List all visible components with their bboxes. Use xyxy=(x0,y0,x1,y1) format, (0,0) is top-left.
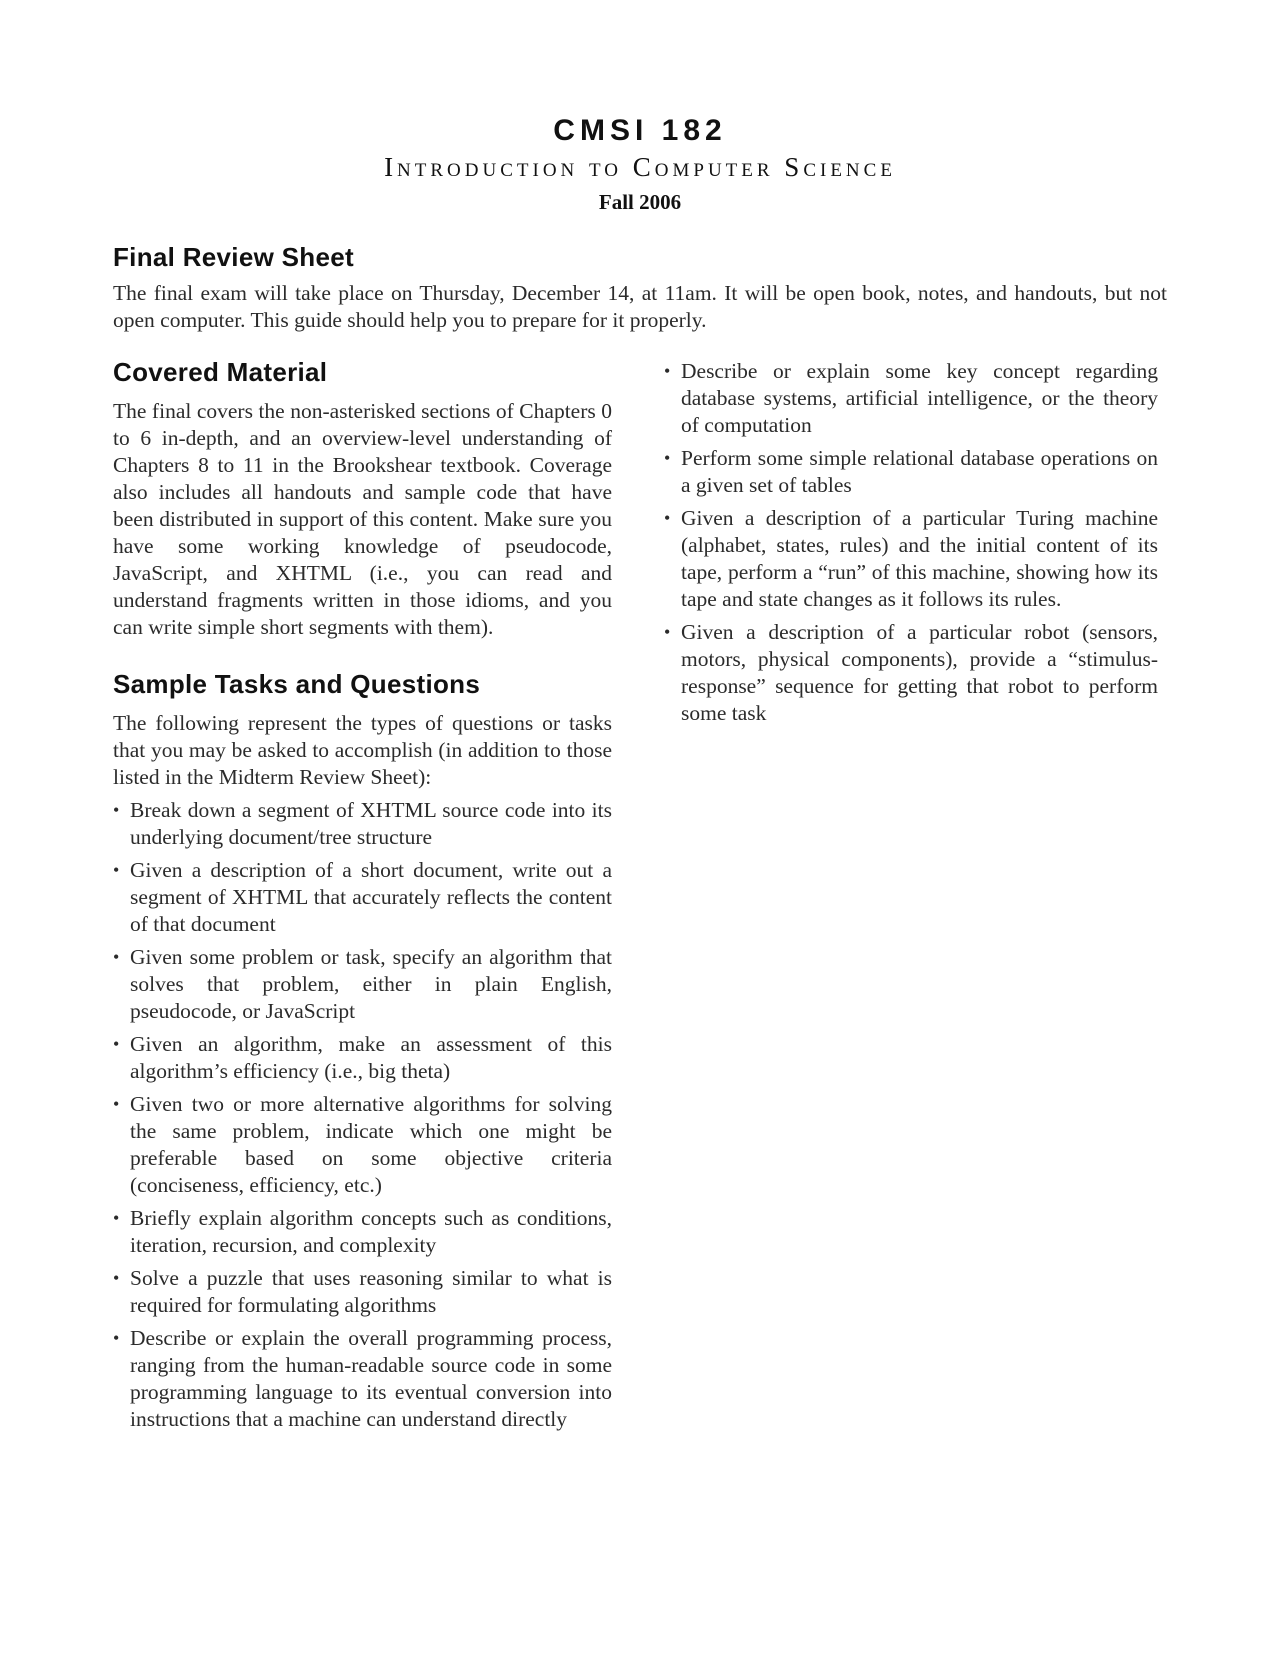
final-review-heading: Final Review Sheet xyxy=(113,242,354,272)
list-item xyxy=(113,1091,612,1199)
bullet-icon: • xyxy=(664,448,671,468)
list-item-text: Given a description of a particular Turing machine (alphabet, states, rules) and the initial content of its tape, perform a “run” of this machine, showing how its tape and state changes as it follows its rules. xyxy=(681,506,1158,611)
list-item-text: Given a description of a short document, write out a segment of XHTML that accurately reflects the content of that document xyxy=(130,858,612,936)
task-list-left xyxy=(113,797,612,1433)
list-item xyxy=(113,1205,612,1259)
list-item xyxy=(113,857,612,938)
bullet-icon: • xyxy=(113,1328,120,1348)
bullet-icon: • xyxy=(113,1208,120,1228)
bullet-icon: • xyxy=(113,947,120,967)
right-column xyxy=(664,358,1158,733)
list-item-text: Given two or more alternative algorithms for solving the same problem, indicate which one might be preferable based on some objective criteria (conciseness, efficiency, etc.) xyxy=(130,1092,612,1197)
covered-material-paragraph: The final covers the non-asterisked sections of Chapters 0 to 6 in-depth, and an overview-level understanding of Chapters 8 to 11 in the Brookshear textbook. Coverage also includes all handouts and sample code that have been distributed in support of this content. Make sure you have some working knowledge of pseudocode, JavaScript, and XHTML (i.e., you can read and understand fragments written in those idioms, and you can write simple short segments with them). xyxy=(113,399,612,639)
bullet-icon: • xyxy=(113,1094,120,1114)
list-item-text: Describe or explain some key concept regarding database systems, artificial intelligence, or the theory of computation xyxy=(681,359,1158,437)
list-item xyxy=(113,797,612,851)
list-item xyxy=(113,1265,612,1319)
bullet-icon: • xyxy=(664,508,671,528)
sample-tasks-intro: The following represent the types of questions or tasks that you may be asked to accomplish (in addition to those listed in the Midterm Review Sheet): xyxy=(113,711,612,789)
bullet-icon: • xyxy=(113,1268,120,1288)
bullet-icon: • xyxy=(664,622,671,642)
bullet-icon: • xyxy=(113,1034,120,1054)
covered-material-heading: Covered Material xyxy=(113,357,328,387)
list-item-text: Briefly explain algorithm concepts such as conditions, iteration, recursion, and complexity xyxy=(130,1206,612,1257)
list-item-text: Given some problem or task, specify an algorithm that solves that problem, either in plain English, pseudocode, or JavaScript xyxy=(130,945,612,1023)
task-list-right xyxy=(664,358,1158,727)
list-item xyxy=(664,619,1158,727)
list-item xyxy=(113,1031,612,1085)
course-title: Introduction to Computer Science xyxy=(384,152,896,182)
list-item-text: Break down a segment of XHTML source code into its underlying document/tree structure xyxy=(130,798,612,849)
list-item-text: Describe or explain the overall programming process, ranging from the human-readable source code in some programming language to its eventual conversion into instructions that a machine can understand directly xyxy=(130,1326,612,1431)
list-item xyxy=(113,944,612,1025)
bullet-icon: • xyxy=(113,860,120,880)
list-item-text: Given an algorithm, make an assessment of this algorithm’s efficiency (i.e., big theta) xyxy=(130,1032,612,1083)
list-item-text: Perform some simple relational database operations on a given set of tables xyxy=(681,446,1158,497)
sample-tasks-heading: Sample Tasks and Questions xyxy=(113,669,481,699)
bullet-icon: • xyxy=(113,800,120,820)
bullet-icon: • xyxy=(664,361,671,381)
list-item xyxy=(664,505,1158,613)
list-item xyxy=(664,445,1158,499)
course-term: Fall 2006 xyxy=(598,190,682,214)
left-column xyxy=(113,357,612,1439)
list-item xyxy=(664,358,1158,439)
list-item-text: Solve a puzzle that uses reasoning similar to what is required for formulating algorithms xyxy=(130,1266,612,1317)
list-item-text: Given a description of a particular robot (sensors, motors, physical components), provide a “stimulus-response” sequence for getting that robot to perform some task xyxy=(681,620,1158,725)
intro-paragraph: The final exam will take place on Thursday, December 14, at 11am. It will be open book, notes, and handouts, but not open computer. This guide should help you to prepare for it properly. xyxy=(113,281,1167,332)
list-item xyxy=(113,1325,612,1433)
course-code: CMSI 182 xyxy=(553,114,727,147)
